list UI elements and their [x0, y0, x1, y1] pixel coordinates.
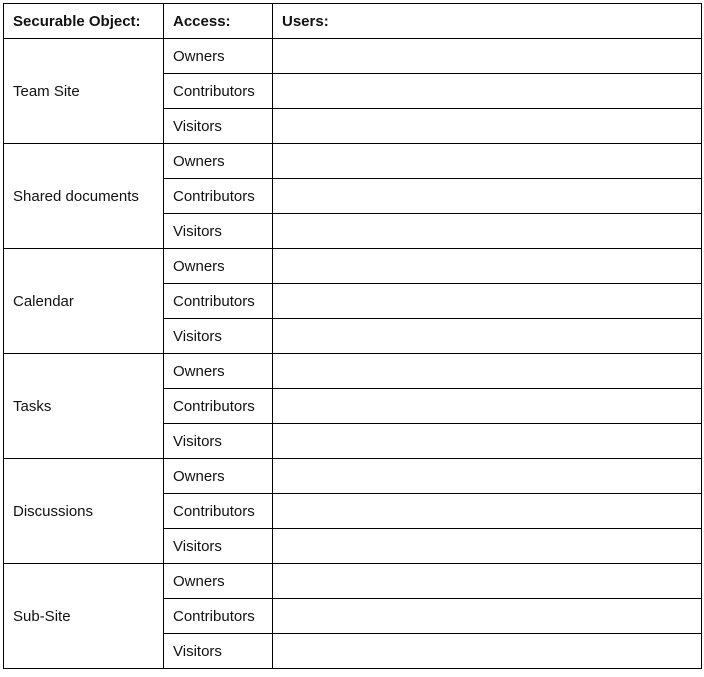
access-level-cell: Visitors	[164, 424, 273, 459]
users-cell[interactable]	[273, 179, 702, 214]
access-level-cell: Owners	[164, 144, 273, 179]
securable-objects-table	[3, 3, 702, 669]
table-row	[4, 249, 702, 284]
table-row	[4, 354, 702, 389]
table-row	[4, 39, 702, 74]
header-users: Users:	[273, 4, 702, 39]
access-level-cell: Contributors	[164, 494, 273, 529]
access-level-cell: Owners	[164, 564, 273, 599]
access-level-cell: Visitors	[164, 109, 273, 144]
users-cell[interactable]	[273, 599, 702, 634]
access-level-cell: Owners	[164, 354, 273, 389]
access-level-cell: Visitors	[164, 529, 273, 564]
securable-object-cell: Shared documents	[4, 144, 164, 249]
table-row	[4, 459, 702, 494]
users-cell[interactable]	[273, 564, 702, 599]
header-access: Access:	[164, 4, 273, 39]
access-level-cell: Visitors	[164, 319, 273, 354]
header-row	[4, 4, 702, 39]
securable-object-cell: Team Site	[4, 39, 164, 144]
access-level-cell: Contributors	[164, 74, 273, 109]
users-cell[interactable]	[273, 249, 702, 284]
securable-object-cell: Tasks	[4, 354, 164, 459]
access-level-cell: Contributors	[164, 389, 273, 424]
users-cell[interactable]	[273, 354, 702, 389]
users-cell[interactable]	[273, 284, 702, 319]
access-level-cell: Contributors	[164, 179, 273, 214]
access-level-cell: Owners	[164, 39, 273, 74]
access-level-cell: Owners	[164, 459, 273, 494]
users-cell[interactable]	[273, 634, 702, 669]
users-cell[interactable]	[273, 319, 702, 354]
table-row	[4, 144, 702, 179]
securable-object-cell: Calendar	[4, 249, 164, 354]
users-cell[interactable]	[273, 459, 702, 494]
users-cell[interactable]	[273, 494, 702, 529]
users-cell[interactable]	[273, 529, 702, 564]
users-cell[interactable]	[273, 424, 702, 459]
header-securable-object: Securable Object:	[4, 4, 164, 39]
securable-object-cell: Discussions	[4, 459, 164, 564]
users-cell[interactable]	[273, 109, 702, 144]
users-cell[interactable]	[273, 214, 702, 249]
access-level-cell: Contributors	[164, 284, 273, 319]
table-body	[4, 39, 702, 669]
access-level-cell: Visitors	[164, 214, 273, 249]
access-level-cell: Visitors	[164, 634, 273, 669]
access-level-cell: Owners	[164, 249, 273, 284]
users-cell[interactable]	[273, 144, 702, 179]
securable-object-cell: Sub-Site	[4, 564, 164, 669]
table-row	[4, 564, 702, 599]
users-cell[interactable]	[273, 389, 702, 424]
users-cell[interactable]	[273, 74, 702, 109]
access-level-cell: Contributors	[164, 599, 273, 634]
users-cell[interactable]	[273, 39, 702, 74]
